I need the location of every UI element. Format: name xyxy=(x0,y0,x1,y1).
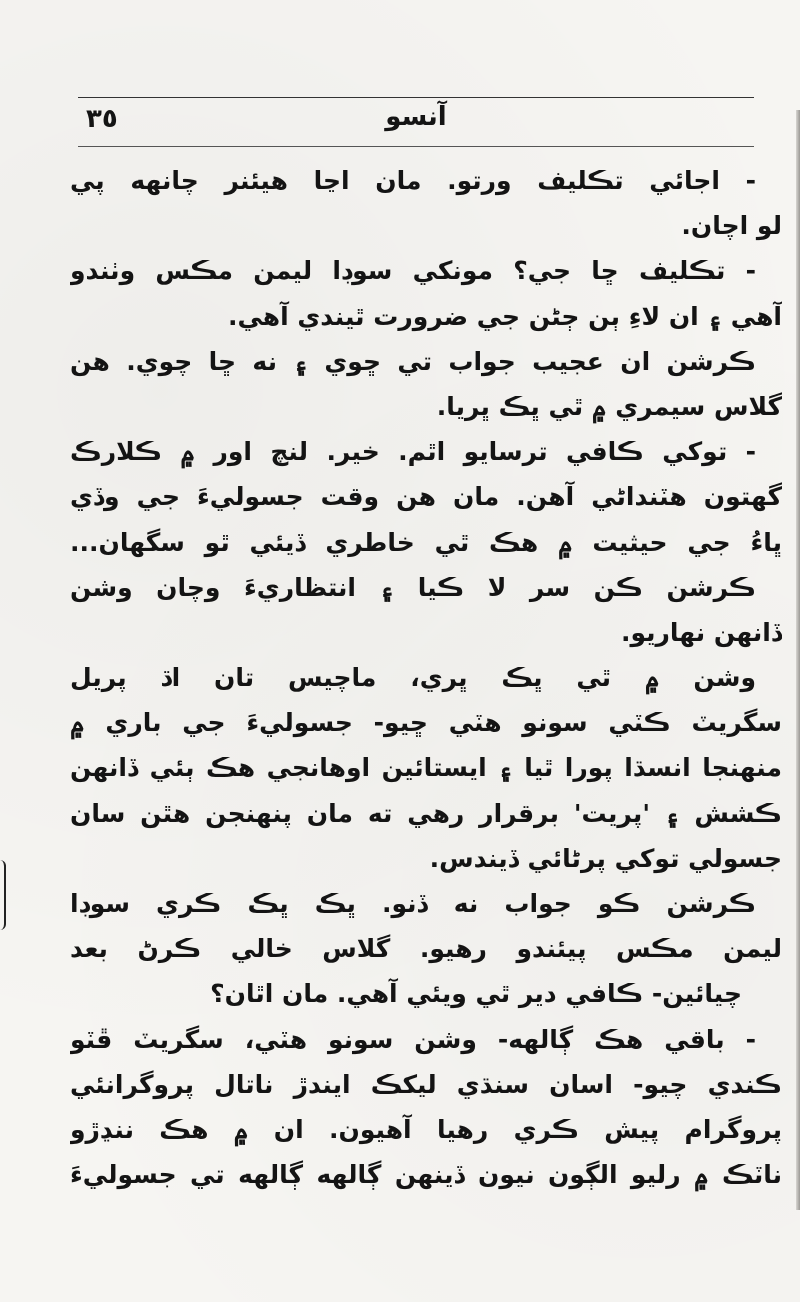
text-line: آهي ۽ ان لاءِ ٻن ڄڻن جي ضرورت ٿيندي آهي. xyxy=(227,301,782,331)
text-line: سگريٽ ڪٽي سونو هٽي ڇيو- جسوليءَ جي باري ۾ xyxy=(70,708,782,738)
page-number: ٣٥ xyxy=(86,104,118,134)
text-line: ڪرشن ڪو جواب نه ڏنو. ڀڪ ڀڪ ڪري سوڊا xyxy=(70,889,756,918)
text-line: ڪندي چيو- اسان سنڌي ليکڪ ايندڙ ناتال پروگرانئي xyxy=(70,1069,782,1099)
text-line: ڪرشن ان عجيب جواب تي ڇوي ۽ نه ڇا چوي. هن xyxy=(70,346,756,376)
text-line: - اجائي تڪليف ورتو. مان اڃا هيئنر چانهه پي xyxy=(70,166,756,195)
text-line: گلاس سيمري ۾ ٿي ڀڪ ڀريا. xyxy=(436,391,782,421)
text-line: گهتون هٽنداڻي آهن. مان هن وقت جسوليءَ جي وڏي xyxy=(70,482,782,512)
text-line: چيائين- ڪافي دير ٿي ويئي آهي. مان اٿان؟ xyxy=(210,979,742,1009)
body-text xyxy=(70,158,782,1197)
text-line: - تڪليف ڇا جي؟ مونکي سوڊا ليمن مڪس وٺندو xyxy=(70,256,756,286)
text-line: - توکي ڪافي ترسايو اٿم. خير. لنچ اور ۾ ڪلارڪ xyxy=(70,437,756,467)
page-edge-shadow xyxy=(796,110,800,1210)
text-line: ڪرشن ڪن سر لا ڪيا ۽ انتظاريءَ وچان وشن xyxy=(70,572,756,602)
text-line: جسولي توکي پرڻائي ڏيندس. xyxy=(429,843,782,873)
text-line: پروگرام پيش ڪري رهيا آهيون. ان ۾ هڪ ننڍڙو xyxy=(70,1114,782,1144)
text-line: ليمن مڪس پيئندو رهيو. گلاس خالي ڪرڻ بعد xyxy=(70,934,782,964)
margin-mark xyxy=(0,860,6,930)
text-line: - باقي هڪ ڳالهه- وشن سونو هٽي، سگريٽ ڦٽو xyxy=(70,1024,756,1054)
header-bottom-rule xyxy=(78,146,754,147)
text-line: ناٽڪ ۾ رليو الڳون نيون ڏينهن ڳالهه ڳالهه تي جسوليءَ xyxy=(70,1160,782,1190)
running-title: آنسو xyxy=(385,102,447,132)
text-line: لو اچان. xyxy=(681,211,782,241)
text-line: ڀاءُ جي حيثيت ۾ هڪ ٿي خاطري ڏيئي ٿو سگهان... xyxy=(70,527,782,557)
page-header xyxy=(78,100,754,146)
text-line: منهنجا انسڌا پورا ٿيا ۽ ايستائين اوهانجي هڪ ٻئي ڏانهن xyxy=(70,753,782,783)
text-line: وشن ۾ ٿي ڀڪ ڀري، ماچيس تان اڌ پريل xyxy=(70,663,756,693)
text-line: ڏانهن نهاريو. xyxy=(620,617,782,647)
text-line: ڪشش ۽ 'پريت' برقرار رهي ته مان پنهنجن هٿن سان xyxy=(70,798,782,828)
header-top-rule xyxy=(78,97,754,98)
